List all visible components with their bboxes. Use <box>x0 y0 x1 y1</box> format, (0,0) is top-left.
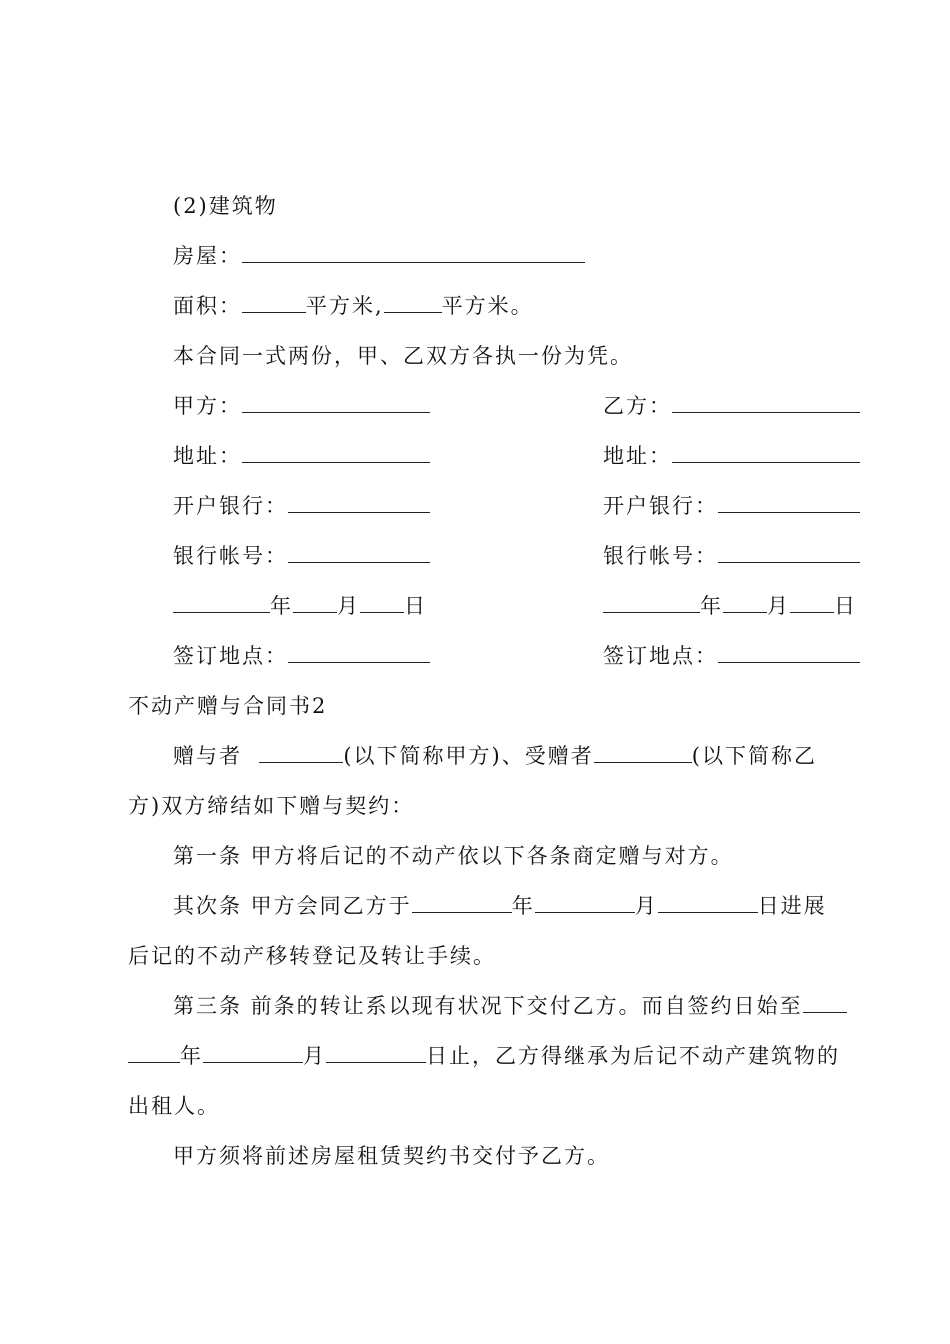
copies-note: 本合同一式两份，甲、乙双方各执一份为凭。 <box>173 344 633 368</box>
date-b-month-blank[interactable] <box>723 594 767 613</box>
date-a-month: 月 <box>337 594 360 618</box>
building-heading: (2)建筑物 <box>173 194 278 218</box>
preamble-cont: 方)双方缔结如下赠与契约： <box>128 794 415 818</box>
party-a-label: 甲方： <box>173 394 242 418</box>
bank-b-label: 开户银行： <box>603 494 718 518</box>
last-paragraph: 甲方须将前述房屋租赁契约书交付予乙方。 <box>173 1144 610 1168</box>
bank-a-blank[interactable] <box>288 494 430 513</box>
account-line <box>173 544 718 568</box>
sign-place-line <box>173 644 718 668</box>
party-b-label: 乙方： <box>603 394 672 418</box>
article-3-line <box>173 994 847 1018</box>
date-b-day: 日 <box>834 594 857 618</box>
date-b-day-blank[interactable] <box>790 594 834 613</box>
sign-place-b-label: 签订地点： <box>603 644 718 668</box>
account-a-blank[interactable] <box>288 544 430 563</box>
area-label: 面积： <box>173 294 242 318</box>
article-3-line-2 <box>128 1044 840 1068</box>
article-3-year-blank-b[interactable] <box>128 1044 180 1063</box>
date-a-year-blank[interactable] <box>173 594 270 613</box>
article-3-cont: 出租人。 <box>128 1094 220 1118</box>
article-3-text-a: 第三条 前条的转让系以现有状况下交付乙方。而自签约日始至 <box>173 994 803 1018</box>
article-3-month: 月 <box>303 1044 326 1068</box>
sign-place-b-blank[interactable] <box>718 644 860 663</box>
house-label: 房屋： <box>173 244 242 268</box>
donee-abbrev: (以下简称乙 <box>691 744 817 768</box>
article-3-year: 年 <box>180 1044 203 1068</box>
article-2-day-blank[interactable] <box>658 894 758 913</box>
party-b-blank[interactable] <box>672 394 860 413</box>
account-b-blank[interactable] <box>718 544 860 563</box>
preamble-line <box>173 744 817 768</box>
address-a-blank[interactable] <box>242 444 430 463</box>
article-2-month: 月 <box>634 894 658 918</box>
section-title: 不动产赠与合同书2 <box>128 694 328 718</box>
date-a-year: 年 <box>270 594 293 618</box>
donee-text: (以下简称甲方)、受赠者 <box>343 744 594 768</box>
house-line <box>173 244 585 268</box>
area-unit-1: 平方米, <box>306 294 384 318</box>
article-1: 第一条 甲方将后记的不动产依以下各条商定赠与对方。 <box>173 844 734 868</box>
date-b-year: 年 <box>700 594 723 618</box>
sign-place-a-label: 签订地点： <box>173 644 288 668</box>
bank-a-label: 开户银行： <box>173 494 288 518</box>
area-blank-2[interactable] <box>384 294 442 313</box>
donee-blank[interactable] <box>594 744 692 763</box>
sign-place-a-blank[interactable] <box>288 644 430 663</box>
date-a-month-blank[interactable] <box>293 594 337 613</box>
account-b-label: 银行帐号： <box>603 544 718 568</box>
donor-label: 赠与者 <box>173 744 242 768</box>
area-unit-2: 平方米。 <box>441 294 534 318</box>
area-blank-1[interactable] <box>242 294 306 313</box>
article-2-year: 年 <box>511 894 535 918</box>
article-2-text-d: 日进展 <box>757 894 827 918</box>
article-3-month-blank[interactable] <box>203 1044 303 1063</box>
article-2-year-blank[interactable] <box>412 894 512 913</box>
bank-line <box>173 494 718 518</box>
address-line <box>173 444 672 468</box>
article-3-day-blank[interactable] <box>326 1044 426 1063</box>
article-3-text-d: 日止，乙方得继承为后记不动产建筑物的 <box>426 1044 840 1068</box>
area-line <box>173 294 534 318</box>
donor-blank[interactable] <box>259 744 343 763</box>
article-2-cont: 后记的不动产移转登记及转让手续。 <box>128 944 496 968</box>
article-2-line <box>173 894 827 918</box>
date-line <box>173 594 857 618</box>
account-a-label: 银行帐号： <box>173 544 288 568</box>
address-b-label: 地址： <box>603 444 672 468</box>
house-blank[interactable] <box>242 244 585 263</box>
bank-b-blank[interactable] <box>718 494 860 513</box>
date-b-year-blank[interactable] <box>603 594 700 613</box>
date-a-day: 日 <box>404 594 427 618</box>
date-a-day-blank[interactable] <box>360 594 404 613</box>
article-3-year-blank-a[interactable] <box>803 994 847 1013</box>
address-a-label: 地址： <box>173 444 242 468</box>
party-line <box>173 394 672 418</box>
article-2-month-blank[interactable] <box>535 894 635 913</box>
article-2-text-a: 其次条 甲方会同乙方于 <box>173 894 412 918</box>
date-b-month: 月 <box>767 594 790 618</box>
address-b-blank[interactable] <box>672 444 860 463</box>
party-a-blank[interactable] <box>242 394 430 413</box>
